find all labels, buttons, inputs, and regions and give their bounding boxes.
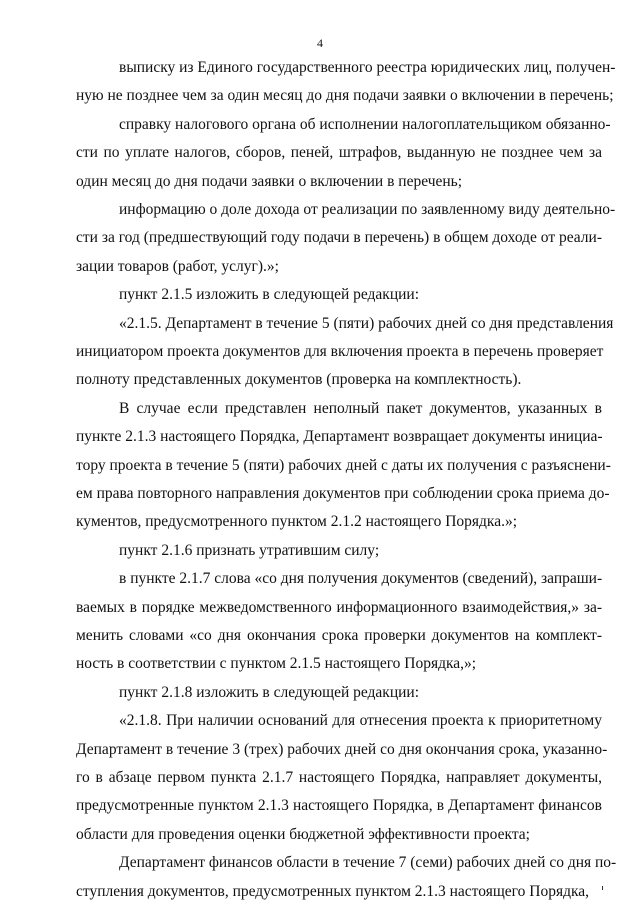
text-line: сти за год (предшествующий году подачи в перечень) в общем доходе от реали- [76,229,602,247]
text-line: пункт 2.1.5 изложить в следующей редакции: [119,286,420,304]
text-line: ем права повторного направления документов при соблюдении срока приема до- [76,485,610,502]
text-line: кументов, предусмотренного пунктом 2.1.2 настоящего Порядка.»; [76,513,518,531]
text-line: ваемых в порядке межведомственного информационного взаимодействия,» за- [76,598,602,616]
text-line: ную не позднее чем за один месяц до дня подачи заявки о включении в перечень; [76,87,614,105]
text-line: В случае если представлен неполный пакет документов, указанных в [119,399,602,417]
text-line: «2.1.5. Департамент в течение 5 (пяти) рабочих дней со дня представления [119,314,614,332]
text-line: пункте 2.1.3 настоящего Порядка, Департамент возвращает документы инициа- [76,428,603,446]
text-line: го в абзаце первом пункта 2.1.7 настоящего Порядка, направляет документы, [76,769,602,786]
text-line: тору проекта в течение 5 (пяти) рабочих дней с даты их получения с разъяснени- [76,456,611,474]
text-line: Департамент финансов области в течение 7 (семи) рабочих дней со дня по- [119,854,617,872]
text-line: инициатором проекта документов для включения проекта в перечень проверяет [76,343,604,360]
text-line: менить словами «со дня окончания срока проверки документов на комплект- [76,627,602,644]
text-line: один месяц до дня подачи заявки о включении в перечень; [76,172,463,190]
text-line: «2.1.8. При наличии оснований для отнесения проекта к приоритетному [119,712,602,730]
scan-mark [602,886,603,890]
text-line: сти по уплате налогов, сборов, пеней, штрафов, выданную не позднее чем за [76,144,602,162]
text-line: пункт 2.1.8 изложить в следующей редакции: [119,683,420,701]
page-number: 4 [317,36,323,50]
text-line: ступления документов, предусмотренных пунктом 2.1.3 настоящего Порядка, [76,882,590,900]
text-line: справку налогового органа об исполнении налогоплательщиком обязанно- [119,115,611,133]
text-line: ность в соответствии с пунктом 2.1.5 настоящего Порядка,»; [76,655,477,673]
text-line: Департамент в течение 3 (трех) рабочих дней со дня окончания срока, указанно- [76,740,608,758]
text-line: полноту представленных документов (проверка на комплектность). [76,371,522,389]
text-line: предусмотренные пунктом 2.1.3 настоящего Порядка, в Департамент финансов [76,797,602,815]
text-line: выписку из Единого государственного реестра юридических лиц, получен- [119,59,616,76]
text-line: в пункте 2.1.7 слова «со дня получения документов (сведений), запраши- [119,570,603,588]
text-line: зации товаров (работ, услуг).»; [76,257,279,275]
text-line: области для проведения оценки бюджетной эффективности проекта; [76,825,530,843]
text-line: информацию о доле дохода от реализации по заявленному виду деятельно- [119,201,616,218]
text-line: пункт 2.1.6 признать утратившим силу; [119,541,380,559]
